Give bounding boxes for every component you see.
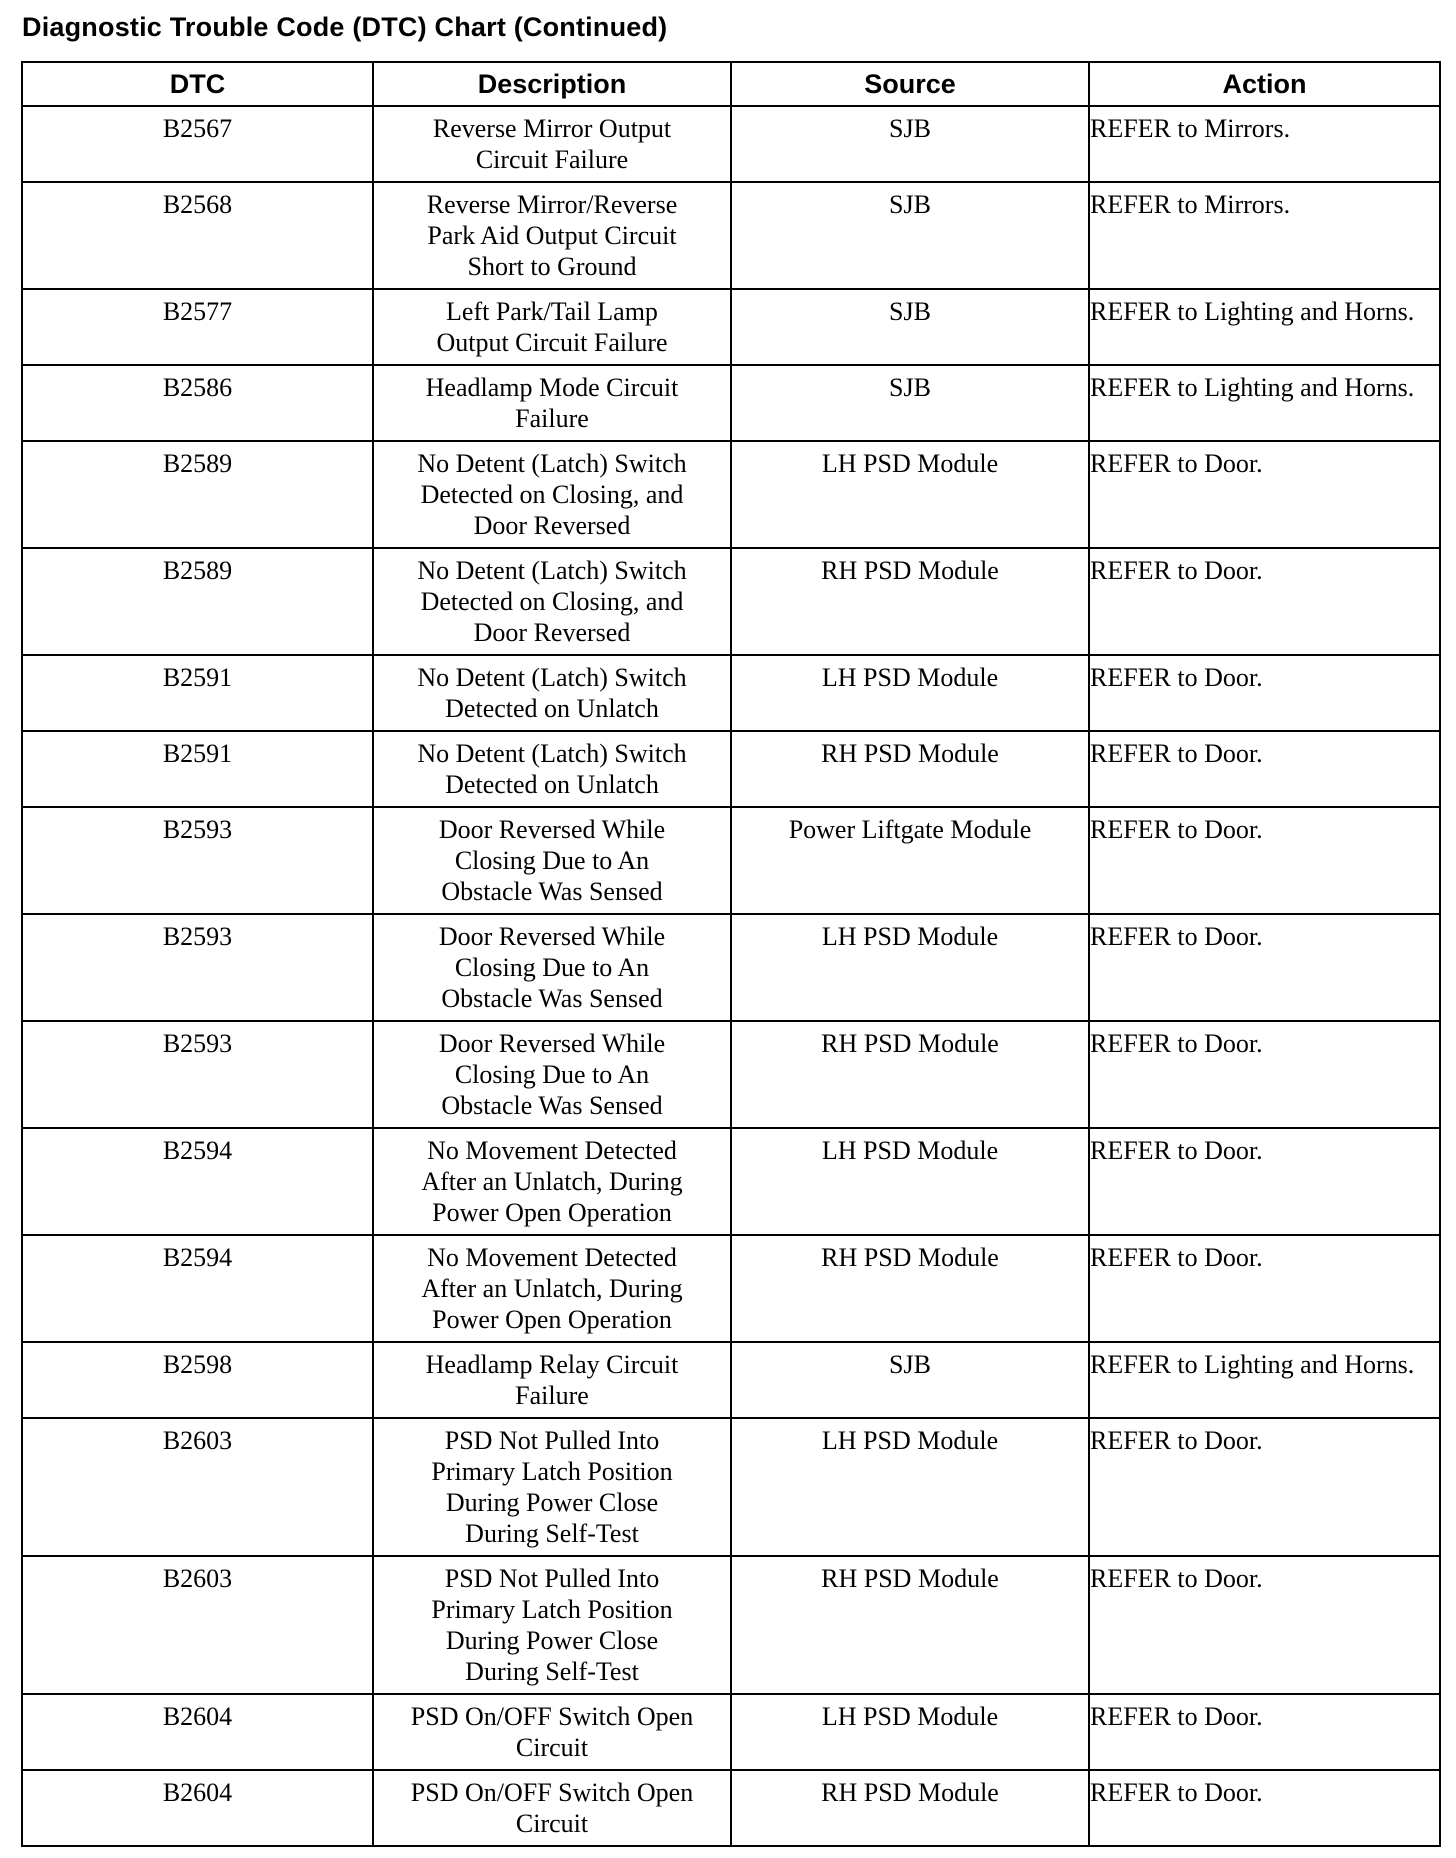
description-line: Park Aid Output Circuit xyxy=(427,221,677,250)
dtc-code-cell: B2593 xyxy=(22,914,373,1021)
description-line: Primary Latch Position xyxy=(431,1457,673,1486)
action-cell: REFER to Door. xyxy=(1089,1021,1440,1128)
action-cell: REFER to Door. xyxy=(1089,1694,1440,1770)
source-cell: SJB xyxy=(731,106,1089,182)
dtc-code-cell: B2568 xyxy=(22,182,373,289)
description-line: PSD On/OFF Switch Open xyxy=(410,1778,694,1807)
description-line: During Self-Test xyxy=(465,1657,639,1686)
description-line: Reverse Mirror/Reverse xyxy=(426,190,678,219)
description-line: Failure xyxy=(515,1381,589,1410)
column-header-description: Description xyxy=(373,62,731,106)
source-cell: RH PSD Module xyxy=(731,1021,1089,1128)
description-line: Door Reversed xyxy=(473,511,631,540)
header-row xyxy=(22,62,1440,106)
source-cell: RH PSD Module xyxy=(731,548,1089,655)
description-cell xyxy=(373,731,731,807)
description-cell xyxy=(373,1342,731,1418)
description-line: No Detent (Latch) Switch xyxy=(417,449,687,478)
description-cell xyxy=(373,1418,731,1556)
column-header-source: Source xyxy=(731,62,1089,106)
table-row xyxy=(22,548,1440,655)
table-row xyxy=(22,106,1440,182)
description-line: No Detent (Latch) Switch xyxy=(417,556,687,585)
action-cell: REFER to Door. xyxy=(1089,1556,1440,1694)
description-line: Obstacle Was Sensed xyxy=(441,877,663,906)
description-line: No Movement Detected xyxy=(427,1136,677,1165)
description-line: Closing Due to An xyxy=(454,953,650,982)
action-cell: REFER to Door. xyxy=(1089,1235,1440,1342)
dtc-code-cell: B2598 xyxy=(22,1342,373,1418)
description-line: Door Reversed xyxy=(473,618,631,647)
column-header-action: Action xyxy=(1089,62,1440,106)
dtc-code-cell: B2591 xyxy=(22,731,373,807)
table-row xyxy=(22,182,1440,289)
dtc-table xyxy=(21,61,1441,1847)
description-line: No Detent (Latch) Switch xyxy=(417,663,687,692)
source-cell: SJB xyxy=(731,365,1089,441)
description-cell xyxy=(373,106,731,182)
action-cell: REFER to Door. xyxy=(1089,914,1440,1021)
description-line: Power Open Operation xyxy=(432,1305,672,1334)
description-line: Closing Due to An xyxy=(454,846,650,875)
description-line: After an Unlatch, During xyxy=(421,1274,683,1303)
table-row xyxy=(22,807,1440,914)
table-row xyxy=(22,731,1440,807)
description-cell xyxy=(373,807,731,914)
description-line: Circuit Failure xyxy=(475,145,629,174)
description-cell xyxy=(373,182,731,289)
description-cell xyxy=(373,1021,731,1128)
description-line: During Power Close xyxy=(445,1626,659,1655)
description-cell xyxy=(373,548,731,655)
action-cell: REFER to Door. xyxy=(1089,548,1440,655)
table-row xyxy=(22,365,1440,441)
action-cell: REFER to Door. xyxy=(1089,731,1440,807)
description-line: Headlamp Relay Circuit xyxy=(425,1350,679,1379)
source-cell: LH PSD Module xyxy=(731,1694,1089,1770)
table-row xyxy=(22,1418,1440,1556)
source-cell: SJB xyxy=(731,182,1089,289)
description-line: Reverse Mirror Output xyxy=(432,114,672,143)
table-row xyxy=(22,1021,1440,1128)
description-line: During Self-Test xyxy=(465,1519,639,1548)
description-line: Door Reversed While xyxy=(438,815,666,844)
description-cell xyxy=(373,655,731,731)
description-line: Output Circuit Failure xyxy=(436,328,668,357)
source-cell: RH PSD Module xyxy=(731,1235,1089,1342)
description-cell xyxy=(373,914,731,1021)
dtc-code-cell: B2567 xyxy=(22,106,373,182)
dtc-code-cell: B2603 xyxy=(22,1556,373,1694)
source-cell: LH PSD Module xyxy=(731,1128,1089,1235)
action-cell: REFER to Door. xyxy=(1089,655,1440,731)
description-line: Left Park/Tail Lamp xyxy=(446,297,658,326)
dtc-code-cell: B2594 xyxy=(22,1128,373,1235)
description-line: Power Open Operation xyxy=(432,1198,672,1227)
action-cell: REFER to Lighting and Horns. xyxy=(1089,1342,1440,1418)
table-header xyxy=(22,62,1440,106)
dtc-code-cell: B2586 xyxy=(22,365,373,441)
table-row xyxy=(22,1556,1440,1694)
table-row xyxy=(22,1128,1440,1235)
source-cell: LH PSD Module xyxy=(731,914,1089,1021)
description-line: Detected on Unlatch xyxy=(445,770,659,799)
source-cell: LH PSD Module xyxy=(731,655,1089,731)
page-title: Diagnostic Trouble Code (DTC) Chart (Continued) xyxy=(22,12,668,42)
description-line: After an Unlatch, During xyxy=(421,1167,683,1196)
table-row xyxy=(22,1342,1440,1418)
description-line: Short to Ground xyxy=(467,252,637,281)
description-line: Detected on Unlatch xyxy=(445,694,659,723)
description-line: Detected on Closing, and xyxy=(420,480,684,509)
source-cell: SJB xyxy=(731,1342,1089,1418)
source-cell: RH PSD Module xyxy=(731,1770,1089,1846)
dtc-code-cell: B2591 xyxy=(22,655,373,731)
description-line: Obstacle Was Sensed xyxy=(441,984,663,1013)
table-row xyxy=(22,914,1440,1021)
action-cell: REFER to Door. xyxy=(1089,1770,1440,1846)
source-cell: Power Liftgate Module xyxy=(731,807,1089,914)
description-cell xyxy=(373,365,731,441)
description-line: Obstacle Was Sensed xyxy=(441,1091,663,1120)
description-line: Circuit xyxy=(515,1809,589,1838)
description-cell xyxy=(373,1770,731,1846)
description-line: Circuit xyxy=(515,1733,589,1762)
dtc-code-cell: B2603 xyxy=(22,1418,373,1556)
description-line: PSD On/OFF Switch Open xyxy=(410,1702,694,1731)
description-cell xyxy=(373,1235,731,1342)
table-row xyxy=(22,1235,1440,1342)
description-line: No Movement Detected xyxy=(427,1243,677,1272)
action-cell: REFER to Door. xyxy=(1089,1128,1440,1235)
source-cell: LH PSD Module xyxy=(731,1418,1089,1556)
description-line: Failure xyxy=(515,404,589,433)
action-cell: REFER to Door. xyxy=(1089,807,1440,914)
description-line: Headlamp Mode Circuit xyxy=(425,373,679,402)
source-cell: SJB xyxy=(731,289,1089,365)
dtc-code-cell: B2577 xyxy=(22,289,373,365)
description-cell xyxy=(373,1128,731,1235)
action-cell: REFER to Mirrors. xyxy=(1089,182,1440,289)
dtc-code-cell: B2594 xyxy=(22,1235,373,1342)
description-cell xyxy=(373,441,731,548)
source-cell: RH PSD Module xyxy=(731,731,1089,807)
dtc-code-cell: B2589 xyxy=(22,548,373,655)
dtc-code-cell: B2604 xyxy=(22,1694,373,1770)
dtc-code-cell: B2593 xyxy=(22,807,373,914)
description-line: Door Reversed While xyxy=(438,1029,666,1058)
description-line: Primary Latch Position xyxy=(431,1595,673,1624)
description-line: During Power Close xyxy=(445,1488,659,1517)
description-cell xyxy=(373,1556,731,1694)
dtc-code-cell: B2604 xyxy=(22,1770,373,1846)
description-line: Door Reversed While xyxy=(438,922,666,951)
table-row xyxy=(22,1770,1440,1846)
description-cell xyxy=(373,289,731,365)
source-cell: RH PSD Module xyxy=(731,1556,1089,1694)
description-line: Detected on Closing, and xyxy=(420,587,684,616)
action-cell: REFER to Lighting and Horns. xyxy=(1089,289,1440,365)
source-cell: LH PSD Module xyxy=(731,441,1089,548)
description-line: PSD Not Pulled Into xyxy=(444,1426,660,1455)
action-cell: REFER to Lighting and Horns. xyxy=(1089,365,1440,441)
column-header-dtc: DTC xyxy=(22,62,373,106)
table-row xyxy=(22,441,1440,548)
action-cell: REFER to Door. xyxy=(1089,441,1440,548)
description-line: Closing Due to An xyxy=(454,1060,650,1089)
table-row xyxy=(22,655,1440,731)
dtc-code-cell: B2589 xyxy=(22,441,373,548)
action-cell: REFER to Mirrors. xyxy=(1089,106,1440,182)
table-row xyxy=(22,289,1440,365)
table-row xyxy=(22,1694,1440,1770)
dtc-code-cell: B2593 xyxy=(22,1021,373,1128)
description-line: PSD Not Pulled Into xyxy=(444,1564,660,1593)
description-cell xyxy=(373,1694,731,1770)
description-line: No Detent (Latch) Switch xyxy=(417,739,687,768)
action-cell: REFER to Door. xyxy=(1089,1418,1440,1556)
table-body xyxy=(22,106,1440,1846)
